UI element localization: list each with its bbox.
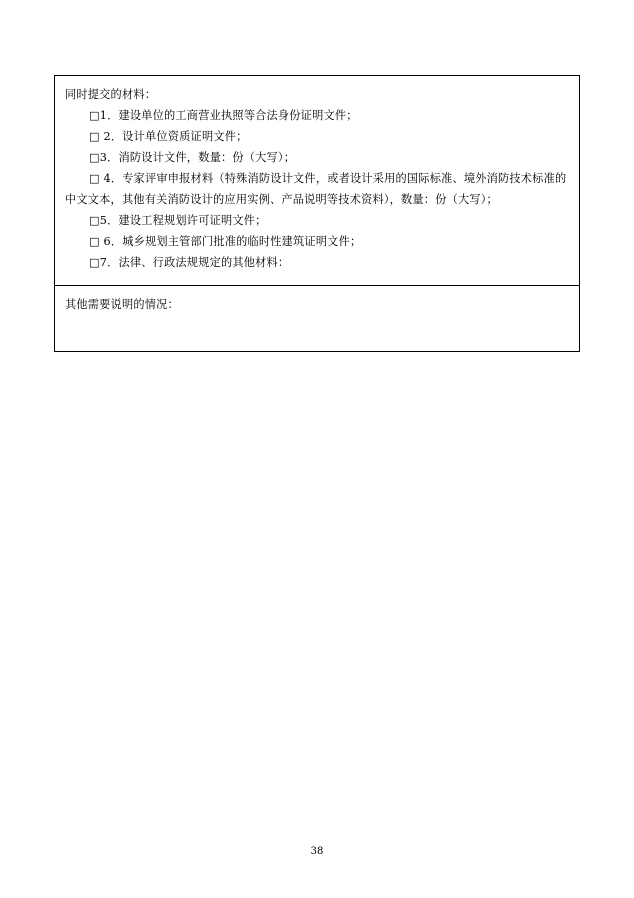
- form-table: [54, 75, 580, 352]
- materials-heading: 同时提交的材料：: [65, 88, 157, 101]
- other-notes-heading: 其他需要说明的情况：: [65, 298, 179, 311]
- material-item-3: □3．消防设计文件，数量：份（大写）；: [89, 151, 296, 164]
- page-number: 38: [310, 846, 324, 857]
- section-other-notes: [55, 285, 579, 351]
- material-item-4: [65, 168, 569, 210]
- material-item-7: □7．法律、行政法规规定的其他材料：: [89, 256, 290, 269]
- material-item-4-text: □ 4．专家评审申报材料（特殊消防设计文件，或者设计采用的国际标准、境外消防技术标准的中文文本，其他有关消防设计的应用实例、产品说明等技术资料），数量：份（大写）；: [65, 172, 567, 206]
- material-item-6: □ 6．城乡规划主管部门批准的临时性建筑证明文件；: [89, 235, 362, 248]
- material-item-2: □ 2．设计单位资质证明文件；: [89, 130, 248, 143]
- section-materials: [55, 76, 579, 285]
- material-item-5: □5．建设工程规划许可证明文件；: [89, 214, 267, 227]
- document-body: [54, 75, 580, 352]
- material-item-1: □1．建设单位的工商营业执照等合法身份证明文件；: [89, 109, 358, 122]
